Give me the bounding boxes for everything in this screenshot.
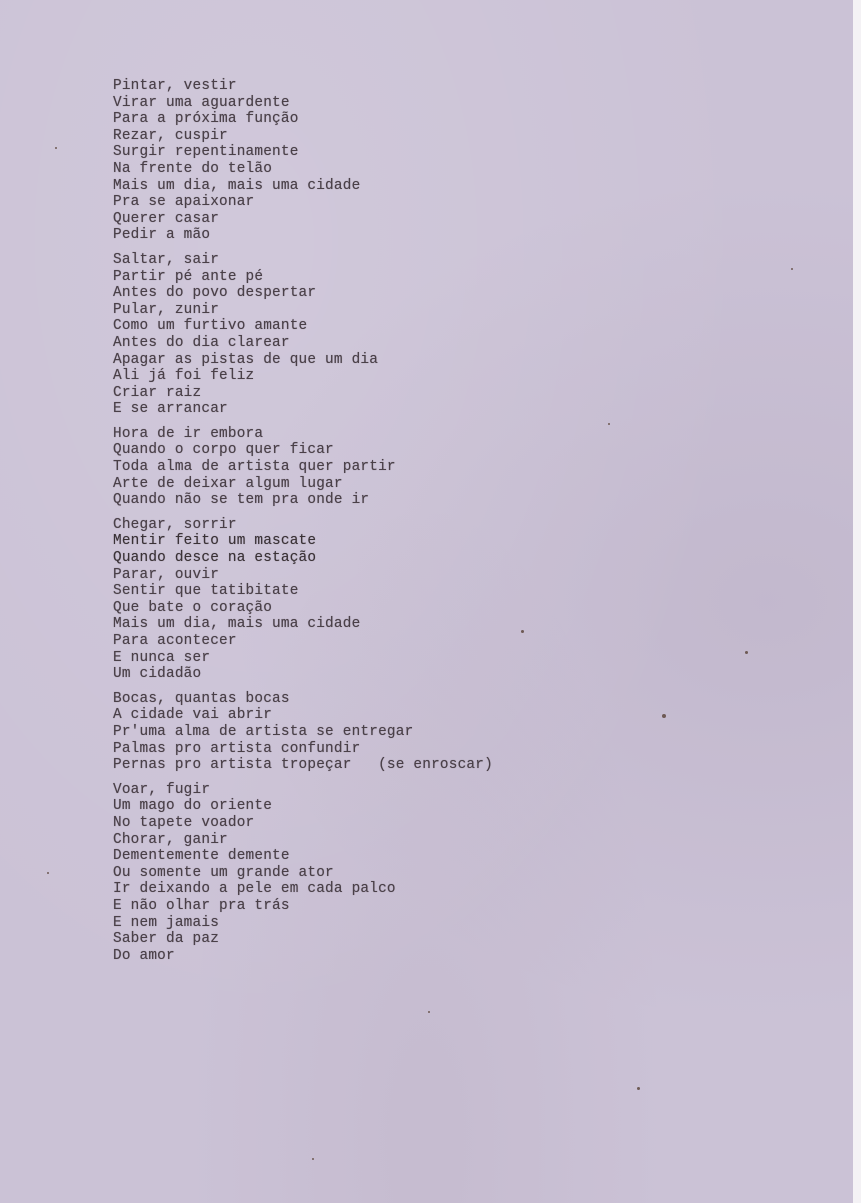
poem-line: Um mago do oriente	[113, 798, 273, 815]
poem-line: Pular, zunir	[113, 301, 220, 318]
poem-line: Apagar as pistas de que um dia	[113, 351, 379, 368]
poem-line: Criar raiz	[113, 384, 202, 401]
stanza	[113, 78, 573, 244]
poem-line: E nem jamais	[113, 914, 220, 931]
poem-line: Saber da paz	[113, 931, 220, 948]
stanza	[113, 252, 573, 418]
paper-speck	[791, 268, 793, 270]
paper-speck	[312, 1158, 314, 1160]
poem-line: Rezar, cuspir	[113, 127, 228, 144]
paper-speck	[608, 423, 610, 425]
typed-poem	[113, 78, 573, 972]
poem-line: Do amor	[113, 947, 175, 964]
poem-line: Mais um dia, mais uma cidade	[113, 177, 361, 194]
stanza	[113, 782, 573, 965]
poem-line: Ou somente um grande ator	[113, 864, 334, 881]
poem-line: Surgir repentinamente	[113, 144, 299, 161]
poem-line: Virar uma aguardente	[113, 94, 290, 111]
poem-line: Antes do dia clarear	[113, 334, 290, 351]
poem-line: E se arrancar	[113, 401, 228, 418]
paper-speck	[428, 1011, 430, 1013]
poem-line: Sentir que tatibitate	[113, 583, 299, 600]
poem-line: Dementemente demente	[113, 848, 290, 865]
poem-line: Chegar, sorrir	[113, 516, 237, 533]
stanza	[113, 426, 573, 509]
poem-line: Quando não se tem pra onde ir	[113, 492, 370, 509]
paper-speck	[662, 714, 666, 718]
poem-line: Pra se apaixonar	[113, 194, 255, 211]
poem-line: Toda alma de artista quer partir	[113, 459, 396, 476]
poem-line: Antes do povo despertar	[113, 285, 317, 302]
paper-speck	[637, 1087, 640, 1090]
poem-line: Querer casar	[113, 210, 220, 227]
poem-line: Ir deixando a pele em cada palco	[113, 881, 396, 898]
paper-speck	[745, 651, 748, 654]
stanza	[113, 517, 573, 683]
poem-line: Voar, fugir	[113, 781, 211, 798]
scan-edge	[853, 0, 861, 1203]
poem-line: Parar, ouvir	[113, 566, 220, 583]
poem-line: Como um furtivo amante	[113, 318, 308, 335]
poem-line: Pintar, vestir	[113, 78, 237, 94]
stanza	[113, 691, 573, 774]
poem-line: Quando desce na estação	[113, 550, 317, 567]
poem-line: Pedir a mão	[113, 227, 211, 244]
poem-line: Pernas pro artista tropeçar (se enroscar)	[113, 757, 493, 774]
poem-line: Bocas, quantas bocas	[113, 690, 290, 707]
poem-line: E nunca ser	[113, 649, 211, 666]
poem-line: No tapete voador	[113, 814, 255, 831]
paper-speck	[55, 147, 57, 149]
poem-line: Para acontecer	[113, 633, 237, 649]
poem-line: Que bate o coração	[113, 599, 273, 616]
poem-line: Pr'uma alma de artista se entregar	[113, 723, 414, 740]
poem-line: Quando o corpo quer ficar	[113, 442, 334, 459]
poem-line: Um cidadão	[113, 666, 202, 683]
poem-line: Hora de ir embora	[113, 425, 264, 442]
poem-line: Na frente do telão	[113, 160, 273, 177]
poem-line: Arte de deixar algum lugar	[113, 475, 343, 492]
poem-line: Ali já foi feliz	[113, 368, 255, 385]
paper-speck	[47, 872, 49, 874]
poem-line: Chorar, ganir	[113, 831, 228, 848]
poem-line: Mentir feito um mascate	[113, 533, 317, 550]
poem-line: E não olhar pra trás	[113, 897, 290, 914]
poem-line: Partir pé ante pé	[113, 268, 264, 285]
poem-line: A cidade vai abrir	[113, 707, 273, 724]
poem-line: Para a próxima função	[113, 111, 299, 128]
poem-line: Palmas pro artista confundir	[113, 740, 361, 757]
poem-line: Saltar, sair	[113, 251, 220, 268]
poem-line: Mais um dia, mais uma cidade	[113, 616, 361, 633]
